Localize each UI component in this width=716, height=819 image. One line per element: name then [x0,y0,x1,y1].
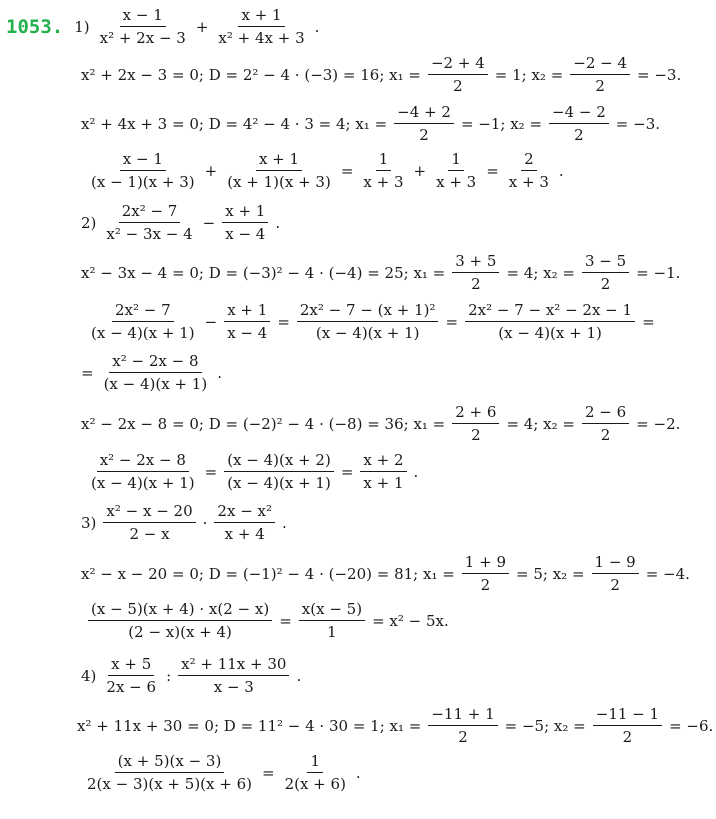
fraction [462,553,509,594]
math-line [84,150,567,191]
numerator: 3 − 5 [582,252,629,273]
denominator: (x − 4)(x + 1) [315,324,420,342]
numerator: x(x − 5) [299,600,365,621]
denominator: 2 [480,576,491,594]
denominator: 2 [600,275,611,293]
denominator: x² + 4x + 3 [218,29,305,47]
numerator: (x + 5)(x − 3) [115,752,225,773]
denominator: 2 − x [129,525,170,543]
fraction [84,752,255,793]
denominator: 2 [471,426,481,444]
numerator: (x − 4)(x + 2) [224,451,334,472]
math-text: + [204,161,218,180]
math-text: . [296,666,302,685]
math-text: . [558,161,564,180]
denominator: x − 3 [213,678,254,696]
numerator: x² − 2x − 8 [97,451,189,472]
math-text: = −3. [615,114,661,133]
math-text: 1) [74,17,90,36]
fraction [101,352,211,393]
math-text: = [81,363,94,382]
math-text: = [204,462,218,481]
fraction [178,655,289,696]
denominator: 2 [622,728,633,746]
numerator: 2 − 6 [582,403,629,424]
fraction [465,301,635,342]
numerator: −2 + 4 [428,54,488,75]
math-line [84,600,452,641]
math-text: = −1. [636,263,681,282]
fraction [452,403,499,444]
fraction [593,705,662,746]
denominator: 2(x + 6) [284,775,346,793]
fraction [360,150,406,191]
numerator: 1 [448,150,464,171]
math-text: . [413,462,419,481]
math-line [84,451,421,492]
denominator: 2 [600,426,611,444]
denominator: 2 [610,576,620,594]
math-text: 2) [81,213,97,232]
denominator: 2x − 6 [106,678,157,696]
math-text: 4) [81,666,97,685]
fraction [570,54,630,95]
numerator: −11 − 1 [593,705,662,726]
math-text: · [202,513,208,532]
numerator: (x − 5)(x + 4) · x(2 − x) [88,600,272,621]
math-text: = [642,312,655,331]
fraction [582,252,629,293]
fraction [394,103,454,144]
fraction [428,705,497,746]
math-text: x² + 4x + 3 = 0; D = 4² − 4 · 3 = 4; x₁ = [81,114,388,133]
math-text: = x² − 5x. [372,611,449,630]
denominator: x + 3 [508,173,549,191]
math-text: = −1; x₂ = [460,114,543,133]
math-text: . [355,763,361,782]
math-line [84,301,658,342]
math-text: 3) [81,513,97,532]
fraction [88,600,272,641]
fraction [97,6,189,47]
denominator: 2 [595,77,605,95]
math-line [78,252,683,293]
math-text: . [314,17,320,36]
fraction [428,54,488,95]
numerator: 2x² − 7 [119,202,181,223]
numerator: 2 + 6 [452,403,499,424]
fraction [222,202,268,243]
denominator: 2 [574,126,584,144]
denominator: 2 [471,275,481,293]
math-line [78,202,283,243]
math-text: = 4; x₂ = [506,263,575,282]
fraction [297,301,439,342]
math-text: = −6. [669,716,714,735]
math-text: = [277,312,290,331]
fraction [549,103,609,144]
numerator: −11 + 1 [428,705,497,726]
numerator: −4 − 2 [549,103,609,124]
denominator: (x − 4)(x + 1) [91,474,195,492]
fraction [360,451,406,492]
math-text: = 4; x₂ = [506,414,575,433]
fraction [433,150,479,191]
denominator: (x − 4)(x + 1) [103,375,208,393]
fraction [282,752,349,793]
denominator: x − 4 [227,324,268,342]
math-text: = [340,161,354,180]
math-line [80,752,364,793]
math-text: . [282,513,287,532]
math-text: = [340,462,354,481]
math-text: x² + 11x + 30 = 0; D = 11² − 4 · 30 = 1; x₁ = [77,716,422,735]
numerator: 1 [376,150,392,171]
math-text: − [202,213,216,232]
fraction [582,403,629,444]
fraction [214,502,275,543]
denominator: 2 [419,126,429,144]
denominator: x + 1 [363,474,404,492]
fraction [88,150,198,191]
numerator: x² + 11x + 30 [178,655,289,676]
numerator: 3 + 5 [452,252,499,273]
numerator: 1 + 9 [462,553,509,574]
numerator: 2x − x² [214,502,275,523]
fraction [224,150,334,191]
numerator: x + 1 [222,202,268,223]
math-text: x² + 2x − 3 = 0; D = 2² − 4 · (−3) = 16; x₁ = [81,65,421,84]
denominator: 2(x − 3)(x + 5)(x + 6) [87,775,252,793]
numerator: 1 − 9 [592,553,639,574]
math-text: + [413,161,427,180]
math-text: − [204,312,218,331]
numerator: x + 2 [360,451,406,472]
math-line [78,502,290,543]
fraction [506,150,552,191]
denominator: 2 [453,77,463,95]
denominator: x² − 3x − 4 [106,225,193,243]
denominator: (x − 4)(x + 1) [498,324,602,342]
denominator: (x + 1)(x + 3) [227,173,331,191]
fraction [452,252,499,293]
math-text: x² − x − 20 = 0; D = (−1)² − 4 · (−20) = 81; x₁ = [81,564,455,583]
denominator: (x − 4)(x + 1) [91,324,195,342]
math-text: = [445,312,459,331]
math-text: = −3. [637,65,682,84]
denominator: x² + 2x − 3 [99,29,186,47]
denominator: (x − 1)(x + 3) [91,173,195,191]
denominator: x + 4 [224,525,265,543]
math-text: . [217,363,222,382]
math-text: + [195,17,209,36]
fraction [88,301,198,342]
math-text: = [261,763,275,782]
denominator: (x − 4)(x + 1) [227,474,331,492]
math-text: = −4. [645,564,690,583]
numerator: x + 1 [238,6,284,27]
numerator: 2x² − 7 − x² − 2x − 1 [465,301,635,322]
numerator: x + 5 [108,655,154,676]
math-text: x² − 3x − 4 = 0; D = (−3)² − 4 · (−4) = 25; x₁ = [81,263,446,282]
numerator: x − 1 [120,6,166,27]
math-line [78,352,225,393]
numerator: x − 1 [120,150,166,171]
denominator: 2 [458,728,468,746]
math-line [74,705,716,746]
math-text: = 1; x₂ = [494,65,564,84]
fraction [88,451,198,492]
math-text: = −5; x₂ = [504,716,586,735]
denominator: x + 3 [436,173,477,191]
numerator: x² − x − 20 [103,502,195,523]
math-text: = −2. [636,414,681,433]
denominator: (2 − x)(x + 4) [128,623,232,641]
math-text: = 5; x₂ = [516,564,585,583]
math-line [78,403,683,444]
math-text: . [275,213,281,232]
numerator: −2 − 4 [570,54,630,75]
numerator: 2x² − 7 [112,301,174,322]
fraction [103,655,159,696]
numerator: −4 + 2 [394,103,454,124]
fraction [224,301,270,342]
math-text: : [166,666,172,685]
numerator: 1 [307,752,323,773]
denominator: x − 4 [225,225,266,243]
math-line [78,553,693,594]
numerator: x + 1 [224,301,270,322]
problem-number: 1053. [6,15,64,38]
fraction [299,600,365,641]
denominator: x + 3 [363,173,404,191]
math-line [78,103,663,144]
math-line [78,54,684,95]
fraction [592,553,639,594]
fraction [215,6,307,47]
math-text: = [486,161,499,180]
numerator: 2 [521,150,537,171]
denominator: 1 [327,623,337,641]
fraction [224,451,334,492]
math-line [78,655,304,696]
fraction [103,502,195,543]
numerator: x² − 2x − 8 [109,352,201,373]
numerator: 2x² − 7 − (x + 1)² [297,301,439,322]
numerator: x + 1 [256,150,302,171]
math-text: x² − 2x − 8 = 0; D = (−2)² − 4 · (−8) = 36; x₁ = [81,414,446,433]
math-text: = [279,611,292,630]
fraction [103,202,195,243]
math-line [6,6,322,47]
